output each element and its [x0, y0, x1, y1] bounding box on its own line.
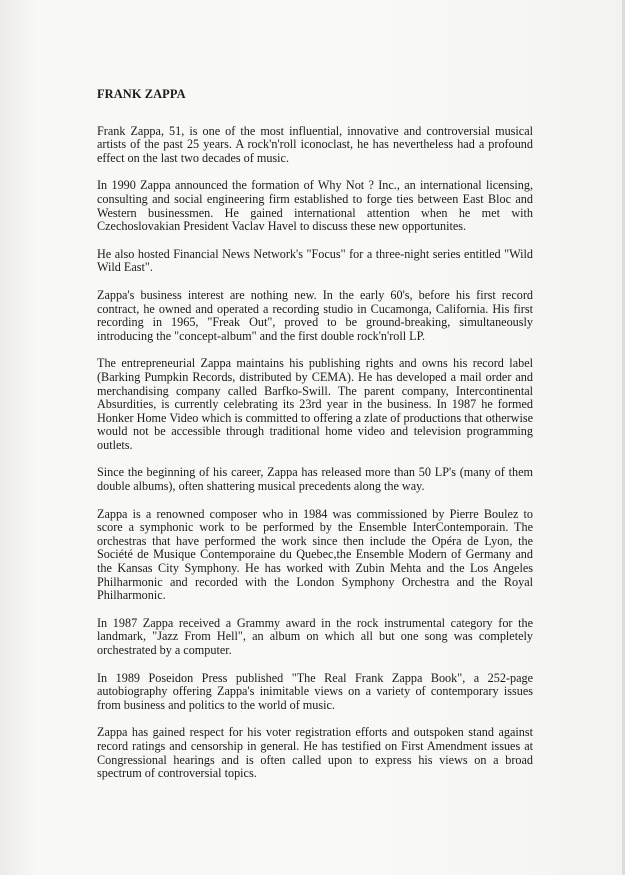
paragraph-fnn-focus: He also hosted Financial News Network's "Focus" for a three-night series entitled "Wild Wild East".	[97, 246, 533, 275]
paragraph-entrepreneur: The entrepreneurial Zappa maintains his publishing rights and owns his record label (Barking Pumpkin Records, distributed by CEMA). He has developed a mail order and merchandising company called Barfko-Swill. The parent company, Intercontinental Absurdities, is currently celebrating its 23rd year in the business. In 1987 he formed Honker Home Video which is committed to offering a zlate of productions that otherwise would not be accessible through traditional home video and television programming outlets.	[97, 356, 533, 452]
paragraph-releases: Since the beginning of his career, Zappa has released more than 50 LP's (many of them double albums), often shattering musical precedents along the way.	[97, 465, 533, 494]
paragraph-grammy: In 1987 Zappa received a Grammy award in the rock instrumental category for the landmark, "Jazz From Hell", an album on which all but one song was completely orchestrated by a computer.	[97, 615, 533, 657]
paragraph-why-not-inc: In 1990 Zappa announced the formation of Why Not ? Inc., an international licensing, consulting and social engineering firm established to forge ties between East Bloc and Western businessmen. He gained international attention when he met with Czechoslovakian President Vaclav Havel to discuss these new opportunites.	[97, 178, 533, 234]
paragraph-business-interest: Zappa's business interest are nothing new. In the early 60's, before his first record contract, he owned and operated a recording studio in Cucamonga, California. His first recording in 1965, "Freak Out", proved to be ground-breaking, simultaneously introducing the "concept-album" and the first double rock'n'roll LP.	[97, 287, 533, 343]
document-title: FRANK ZAPPA	[97, 87, 186, 101]
paragraph-activism: Zappa has gained respect for his voter registration efforts and outspoken stand against record ratings and censorship in general. He has testified on First Amendment issues at Congressional hearings and is often called upon to express his views on a broad spectrum of controversial topics.	[97, 725, 533, 781]
paragraph-book: In 1989 Poseidon Press published "The Real Frank Zappa Book", a 252-page autobiography offering Zappa's inimitable views on a variety of contemporary issues from business and politics to the world of music.	[97, 670, 533, 712]
document-body	[97, 88, 533, 795]
paragraph-composer: Zappa is a renowned composer who in 1984 was commissioned by Pierre Boulez to score a symphonic work to be performed by the Ensemble InterContemporain. The orchestras that have performed the work since then include the Opéra de Lyon, the Société de Musique Contemporaine du Quebec,the Ensemble Modern of Germany and the Kansas City Symphony. He has worked with Zubin Mehta and the Los Angeles Philharmonic and recorded with the London Symphony Orchestra and the Royal Philharmonic.	[97, 506, 533, 603]
paragraph-intro: Frank Zappa, 51, is one of the most influential, innovative and controversial musical artists of the past 25 years. A rock'n'roll iconoclast, he has nevertheless had a profound effect on the last two decades of music.	[97, 123, 533, 165]
